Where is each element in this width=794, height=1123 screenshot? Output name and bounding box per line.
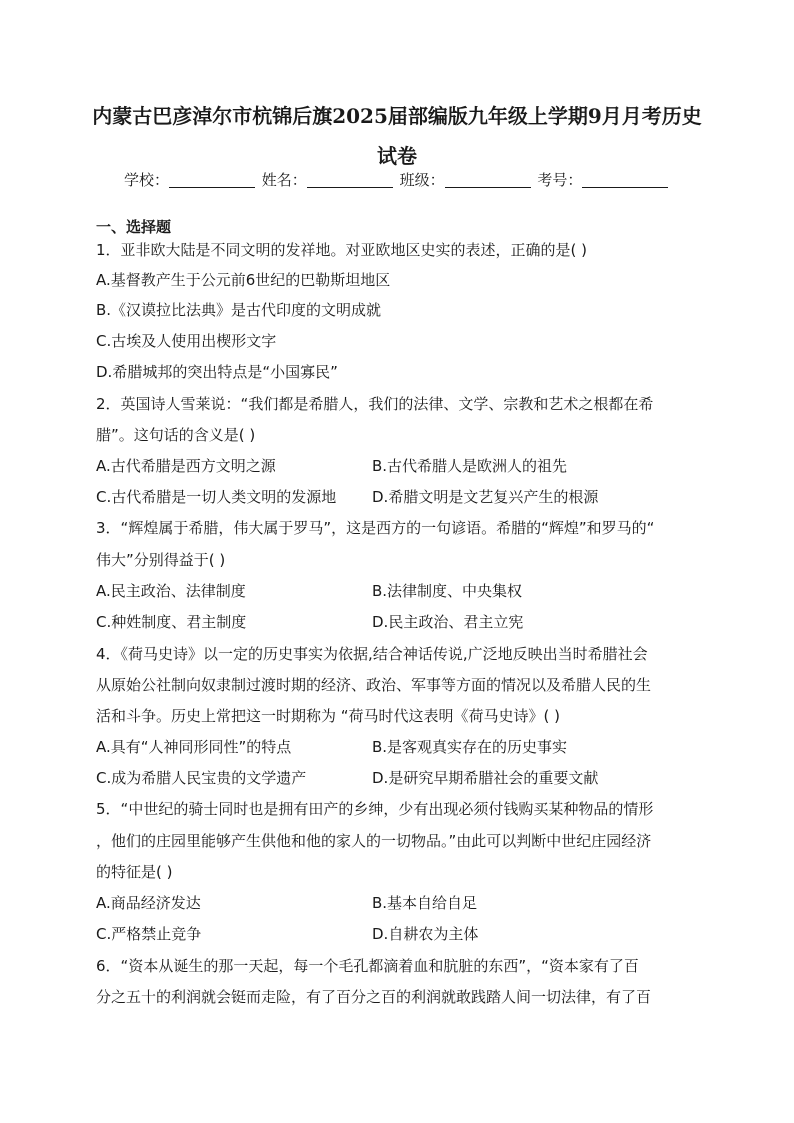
q1-option-c: C.古埃及人使用出楔形文字	[96, 332, 277, 350]
q2-option-c: C.古代希腊是一切人类文明的发源地	[96, 488, 337, 506]
q4-option-a: A.具有“人神同形同性”的特点	[96, 738, 292, 756]
q5-option-a: A.商品经济发达	[96, 894, 201, 912]
name-label: 姓名：	[261, 171, 307, 189]
q3-stem-line-1: 3．“辉煌属于希腊，伟大属于罗马”，这是西方的一句谚语。希腊的“辉煌”和罗马的“	[96, 519, 655, 537]
q1-option-a: A.基督教产生于公元前6世纪的巴勒斯坦地区	[96, 271, 391, 289]
exam-title	[90, 96, 704, 176]
name-blank[interactable]	[307, 173, 393, 188]
q3-option-d: D.民主政治、君主立宪	[372, 613, 524, 631]
q5-option-d: D.自耕农为主体	[372, 925, 479, 943]
school-blank[interactable]	[169, 173, 255, 188]
q1-option-b: B.《汉谟拉比法典》是古代印度的文明成就	[96, 301, 382, 319]
q4-stem-line-1: 4．《荷马史诗》以一定的历史事实为依据,结合神话传说,广泛地反映出当时希腊社会	[96, 645, 648, 663]
q4-option-d: D.是研究早期希腊社会的重要文献	[372, 769, 599, 787]
q4-stem-line-3: 活和斗争。历史上常把这一时期称为 “荷马时代这表明《荷马史诗》( )	[96, 707, 561, 725]
school-label: 学校：	[124, 171, 170, 189]
q4-option-c: C.成为希腊人民宝贵的文学遗产	[96, 769, 307, 787]
title-line-2: 试卷	[377, 144, 417, 168]
section-heading: 一、选择题	[96, 218, 172, 236]
q6-stem-line-1: 6．“资本从诞生的那一天起，每一个毛孔都滴着血和肮脏的东西”，“资本家有了百	[96, 957, 639, 975]
student-info-row	[124, 170, 684, 190]
q5-stem-line-3: 的特征是( )	[96, 863, 173, 881]
q2-option-d: D.希腊文明是文艺复兴产生的根源	[372, 488, 599, 506]
q3-option-b: B.法律制度、中央集权	[372, 582, 523, 600]
q3-stem-line-2: 伟大”分别得益于( )	[96, 551, 226, 569]
q4-option-b: B.是客观真实存在的历史事实	[372, 738, 568, 756]
q5-stem-line-2: ，他们的庄园里能够产生供他和他的家人的一切物品。”由此可以判断中世纪庄园经济	[96, 832, 652, 850]
q1-stem: 1．亚非欧大陆是不同文明的发祥地。对亚欧地区史实的表述，正确的是( )	[96, 241, 588, 259]
q5-option-b: B.基本自给自足	[372, 894, 478, 912]
class-blank[interactable]	[445, 173, 531, 188]
q4-stem-line-2: 从原始公社制向奴隶制过渡时期的经济、政治、军事等方面的情况以及希腊人民的生	[96, 676, 652, 694]
q5-option-c: C.严格禁止竞争	[96, 925, 202, 943]
q3-option-c: C.种姓制度、君主制度	[96, 613, 247, 631]
q5-stem-line-1: 5．“中世纪的骑士同时也是拥有田产的乡绅，少有出现必须付钱购买某种物品的情形	[96, 800, 654, 818]
exam-number-blank[interactable]	[582, 173, 668, 188]
class-label: 班级：	[399, 171, 445, 189]
q2-stem-line-1: 2．英国诗人雪莱说：“我们都是希腊人，我们的法律、文学、宗教和艺术之根都在希	[96, 395, 654, 413]
q2-option-b: B.古代希腊人是欧洲人的祖先	[372, 457, 568, 475]
q1-option-d: D.希腊城邦的突出特点是“小国寡民”	[96, 363, 338, 381]
q3-option-a: A.民主政治、法律制度	[96, 582, 246, 600]
q2-option-a: A.古代希腊是西方文明之源	[96, 457, 276, 475]
exam-number-label: 考号：	[537, 171, 583, 189]
q2-stem-line-2: 腊”。这句话的含义是( )	[96, 426, 256, 444]
q6-stem-line-2: 分之五十的利润就会铤而走险，有了百分之百的利润就敢践踏人间一切法律，有了百	[96, 988, 652, 1006]
title-line-1: 内蒙古巴彦淖尔市杭锦后旗2025届部编版九年级上学期9月月考历史	[92, 104, 702, 128]
